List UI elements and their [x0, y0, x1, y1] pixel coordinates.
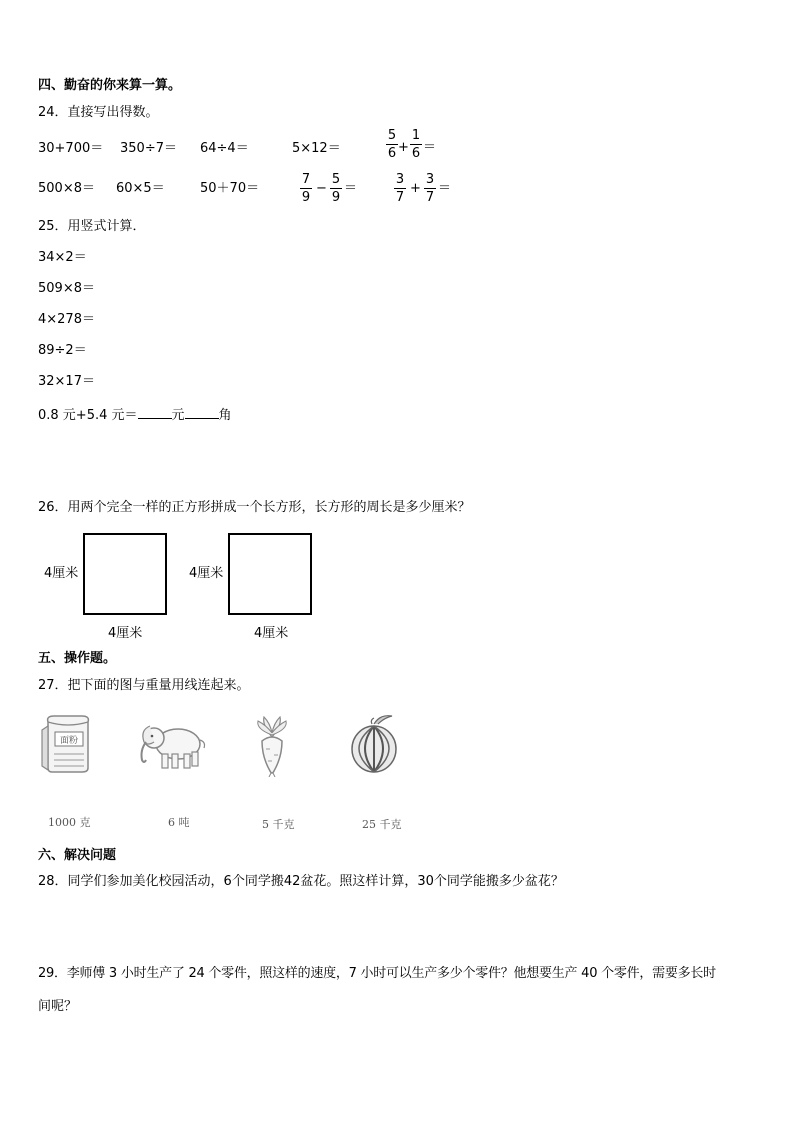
equals-sign: ＝ — [423, 140, 437, 155]
calc-item: 60×5＝ — [116, 181, 165, 196]
denominator: 6 — [411, 146, 421, 161]
money-expression: 0.8 元+5.4 元＝ — [38, 408, 138, 423]
numerator: 5 — [387, 128, 397, 143]
answer-blank[interactable] — [185, 406, 219, 419]
side-length-label: 4厘米 — [189, 566, 224, 581]
calc-item: 5×12＝ — [292, 141, 341, 156]
weight-label: 25 千克 — [362, 818, 402, 831]
operator: + — [398, 140, 409, 155]
calc-item: 500×8＝ — [38, 181, 95, 196]
watermelon-icon — [348, 712, 400, 774]
question-29-line1: 29．李师傅 3 小时生产了 24 个零件，照这样的速度，7 小时可以生产多少个零件？他想要生产 40 个零件，需要多长时 — [38, 966, 716, 981]
equals-sign: ＝ — [344, 181, 358, 196]
fraction-bar — [300, 188, 312, 189]
denominator: 6 — [387, 146, 397, 161]
calc-item: 30+700＝ — [38, 141, 104, 156]
radish-icon — [252, 715, 292, 777]
vertical-calc-item: 32×17＝ — [38, 374, 95, 389]
denominator: 9 — [331, 190, 341, 205]
denominator: 7 — [425, 190, 435, 205]
numerator: 5 — [331, 172, 341, 187]
fraction — [386, 128, 398, 161]
operator: − — [316, 181, 327, 196]
elephant-icon — [136, 720, 208, 772]
money-calc — [38, 406, 232, 424]
vertical-calc-item: 509×8＝ — [38, 281, 95, 296]
question-25-title: 25．用竖式计算． — [38, 219, 146, 234]
weight-label: 6 吨 — [168, 816, 190, 829]
equals-sign: ＝ — [438, 181, 452, 196]
weight-label: 1000 克 — [48, 816, 91, 829]
fraction-bar — [386, 144, 398, 145]
bottom-length-label: 4厘米 — [254, 626, 289, 641]
operator: + — [410, 181, 421, 196]
bottom-length-label: 4厘米 — [108, 626, 143, 641]
weight-label: 5 千克 — [262, 818, 295, 831]
side-length-label: 4厘米 — [44, 566, 79, 581]
denominator: 9 — [301, 190, 311, 205]
fraction — [424, 172, 436, 205]
answer-blank[interactable] — [138, 406, 172, 419]
flour-bag-text: 面粉 — [59, 736, 79, 746]
fraction-bar — [394, 188, 406, 189]
denominator: 7 — [395, 190, 405, 205]
fraction — [300, 172, 312, 205]
vertical-calc-item: 34×2＝ — [38, 250, 87, 265]
unit-jiao: 角 — [218, 408, 232, 423]
section-heading-4: 四、勤奋的你来算一算。 — [38, 78, 182, 93]
numerator: 3 — [425, 172, 435, 187]
fraction-bar — [424, 188, 436, 189]
square-figure — [83, 533, 167, 615]
question-24-title: 24．直接写出得数。 — [38, 105, 159, 120]
question-26-title: 26．用两个完全一样的正方形拼成一个长方形，长方形的周长是多少厘米？ — [38, 500, 471, 515]
fraction-bar — [330, 188, 342, 189]
calc-item: 350÷7＝ — [120, 141, 177, 156]
flour-bag-icon — [40, 712, 98, 774]
numerator: 1 — [411, 128, 421, 143]
calc-item: 50＋70＝ — [200, 181, 260, 196]
vertical-calc-item: 4×278＝ — [38, 312, 95, 327]
numerator: 7 — [301, 172, 311, 187]
question-28: 28．同学们参加美化校园活动，6个同学搬42盆花。照这样计算，30个同学能搬多少盆花？ — [38, 874, 564, 889]
question-27-title: 27．把下面的图与重量用线连起来。 — [38, 678, 250, 693]
square-figure — [228, 533, 312, 615]
numerator: 3 — [395, 172, 405, 187]
fraction — [330, 172, 342, 205]
vertical-calc-item: 89÷2＝ — [38, 343, 87, 358]
fraction — [410, 128, 422, 161]
question-29-line2: 间呢？ — [38, 999, 78, 1014]
fraction-bar — [410, 144, 422, 145]
calc-item: 64÷4＝ — [200, 141, 249, 156]
unit-yuan: 元 — [171, 408, 185, 423]
fraction — [394, 172, 406, 205]
section-heading-6: 六、解决问题 — [38, 848, 117, 863]
section-heading-5: 五、操作题。 — [38, 651, 117, 666]
